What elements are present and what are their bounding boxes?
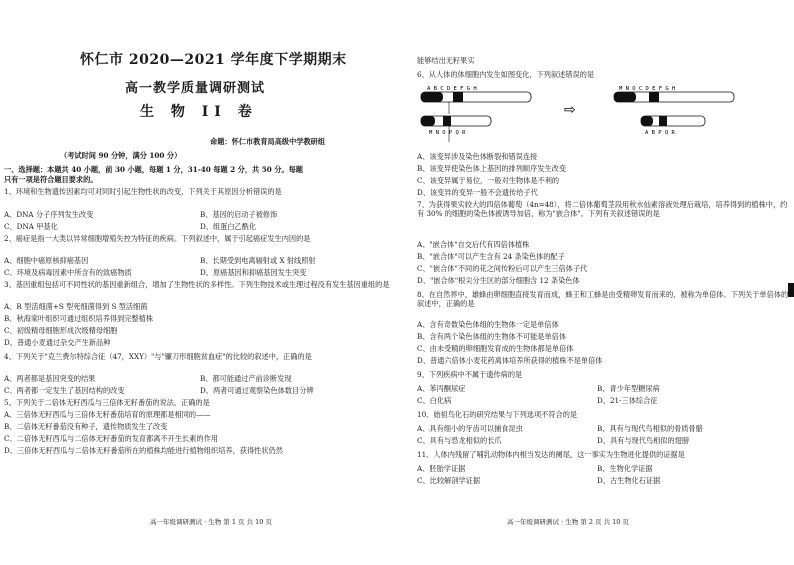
q4-option-a: A、两者都是基因突变的结果 [4,374,96,383]
carry-over-text: 能够结出无籽果实 [417,56,475,65]
chromosome-bottom-after [641,116,705,126]
q9-option-d: D、21-三体综合征 [597,396,658,405]
q3-option-d: D、普通小麦通过杂交产生新品种 [4,338,111,347]
question-4: 4、下列关于"克兰费尔特综合征（47，XXY）"与"镰刀形细胞贫血症"的比较的叙述中，正确的是 [4,352,312,361]
q5-option-c: C、二倍体无籽西瓜与二倍体无籽番茄的发育都离不开生长素的作用 [4,434,218,443]
transform-arrow-icon: ⇨ [564,102,576,118]
question-setter: 命题：怀仁市教育局高级中学教研组 [210,137,326,146]
page-footer-2: 高一年级调研测试 · 生物 第 2 页 共 10 页 [507,518,630,526]
q7-option-d: D、"嵌合体"根尖分生区的部分细胞含 12 条染色体 [417,276,580,285]
question-3: 3、基因重组包括可不同性状的基因重新组合，增加了生物性状的多样性。下列生物技术或生理过程没有发生基因重组的是 [4,280,390,289]
q3-option-a: A、R 型活细菌+S 型死细菌得到 S 型活细菌 [4,302,148,311]
q10-option-c: C、具有与恐龙相似的长爪 [417,436,502,445]
q1-option-d: D、组蛋白乙酰化 [200,222,257,231]
chromosome-diagram [419,86,759,150]
q1-option-b: B、基因的启动子被修饰 [200,210,278,219]
chromosome-bottom-before [421,116,491,126]
chromosome-top-after [614,92,734,102]
question-2: 2、癌症是指一大类以异常细胞增殖失控为特征的疾病。下列叙述中，属于引起癌症发生内因的是 [4,234,311,243]
chromosome-bottom-before-labels: M N O P Q R [429,130,466,136]
q2-option-d: D、原癌基因和抑癌基因发生突变 [200,268,307,277]
question-10: 10、始祖鸟化石的研究结果与下列选项不符合的是 [417,410,578,419]
q8-option-d: D、普通六倍体小麦花药离体培养所获得的植株不是单倍体 [417,356,603,365]
q5-option-d: D、三倍体无籽西瓜与二倍体无籽番茄所在的植株均能进行植物组织培养，获得性状仍然 [4,446,283,455]
exam-title: 怀仁市 2020—2021 学年度下学期期末 [80,52,347,68]
q10-option-d: D、具有与现代鸟相似的翅膀 [597,436,690,445]
q8-option-c: C、由未受精的卵细胞发育成的生物体都是单倍体 [417,344,574,353]
q7-option-a: A、"嵌合体"自交后代有四倍体植株 [417,240,530,249]
q4-option-c: C、两者都一定发生了基因结构的改变 [4,386,125,395]
q3-option-c: C、初级精母细胞形成次级精母细胞 [4,326,118,335]
q7-option-c: C、"嵌合体"不同的花之间传粉后可以产生三倍体子代 [417,264,588,273]
scan-edge-marker [788,283,794,297]
q2-option-b: B、长期受到电离辐射或 X 射线照射 [200,256,316,265]
page-2 [397,0,794,565]
q4-option-d: D、两者可通过观察染色体数目分辨 [200,386,314,395]
time-and-score: （考试时间 90 分钟，满分 100 分） [60,151,182,160]
q10-option-a: A、具有细小的牙齿可以捕食昆虫 [417,424,523,433]
chromosome-top-after-labels: M N O C D E F G H [619,86,676,92]
question-8: 8、在自然界中，雄蜂由卵细胞直接发育而成，蜂王和工蜂是由受精卵发育而来的，被称为单倍体。下列关于单倍体的叙述中，正确的是 [417,290,789,308]
q6-option-d: D、该变异的变异一般不会遗传给子代 [417,188,538,197]
page-footer: 高一年级调研测试 · 生物 第 1 页 共 10 页 [150,518,273,526]
question-11: 11、人体内残留了哺乳动物体内相当发达的阑尾，这一事实为生物进化提供的证据是 [417,450,685,459]
q9-option-b: B、青少年型糖尿病 [597,384,660,393]
question-6: 6、从人体的体细胞内发生如图变化，下列叙述错误的是 [417,70,595,79]
q6-option-a: A、该变异涉及染色体断裂和错误连接 [417,152,538,161]
question-1: 1、环境和生物遗传因素均可对同时引起生物性状的改变，下列关于其原因分析错误的是 [4,187,282,196]
section-heading-2: 只有一项是符合题目要求的。 [4,175,98,184]
q9-option-a: A、苯丙酮尿症 [417,384,466,393]
chromosome-top-before-labels: A B C D E F G H [427,86,477,92]
q5-option-a: A、三倍体无籽西瓜与三倍体无籽番茄培育的原理都是相同的—— [4,410,211,419]
q8-option-b: B、含有两个染色体组的生物体不可能是单倍体 [417,332,567,341]
q11-option-a: A、胚胎学证据 [417,464,466,473]
q6-option-b: B、该变异使染色体上基因的排列顺序发生改变 [417,164,567,173]
q2-option-a: A、细胞中癌原核抑癌基因 [4,256,89,265]
q5-option-b: B、二倍体无籽番茄没有种子，遗传物质发生了改变 [4,422,168,431]
chromosome-bottom-after-labels: A B P Q R [645,130,675,136]
q9-option-c: C、白化病 [417,396,452,405]
section-heading: 一、选择题：本题共 40 小题，前 30 小题，每题 1 分，31-40 每题 2 分，共 50 分。每题 [4,165,303,174]
question-7: 7、为获得果实较大的四倍体葡萄（4n=48），将二倍体葡萄茎段用秋水仙素溶液处理后栽培，培养得到的植株中，约有 30% 的细胞的染色体被诱导加倍，称为"嵌合体"。下列有关叙述错误的是 [417,200,788,218]
chromosome-top-before [421,92,531,102]
q3-option-b: B、秋海棠叶组织可通过组织培养得到完整植株 [4,314,154,323]
q1-option-c: C、DNA 甲基化 [4,222,58,231]
question-9: 9、下列疾病中不属于遗传病的是 [417,370,523,379]
q11-option-d: D、古生物化石证据 [597,476,661,485]
q1-option-a: A、DNA 分子序列发生改变 [4,210,94,219]
q2-option-c: C、环境及病毒因素中所含有的致癌物质 [4,268,132,277]
q7-option-b: B、"嵌合体"可以产生含有 24 条染色体的配子 [417,252,565,261]
q8-option-a: A、含有奇数染色体组的生物体一定是单倍体 [417,320,559,329]
q10-option-b: B、具有与现代鸟相似的骨质骨骼 [597,424,703,433]
q4-option-b: B、都可能通过产前诊断发现 [200,374,292,383]
q11-option-c: C、比较解剖学证据 [417,476,481,485]
q6-option-c: C、该变异属于易位，一般对生物体是不利的 [417,176,560,185]
paper-label: 生 物 II 卷 [140,104,258,120]
question-5: 5、下列关于二倍体无籽西瓜与三倍体无籽番茄的说法，正确的是 [4,398,210,407]
q11-option-b: B、生物化学证据 [597,464,653,473]
exam-subtitle: 高一教学质量调研测试 [125,81,266,96]
